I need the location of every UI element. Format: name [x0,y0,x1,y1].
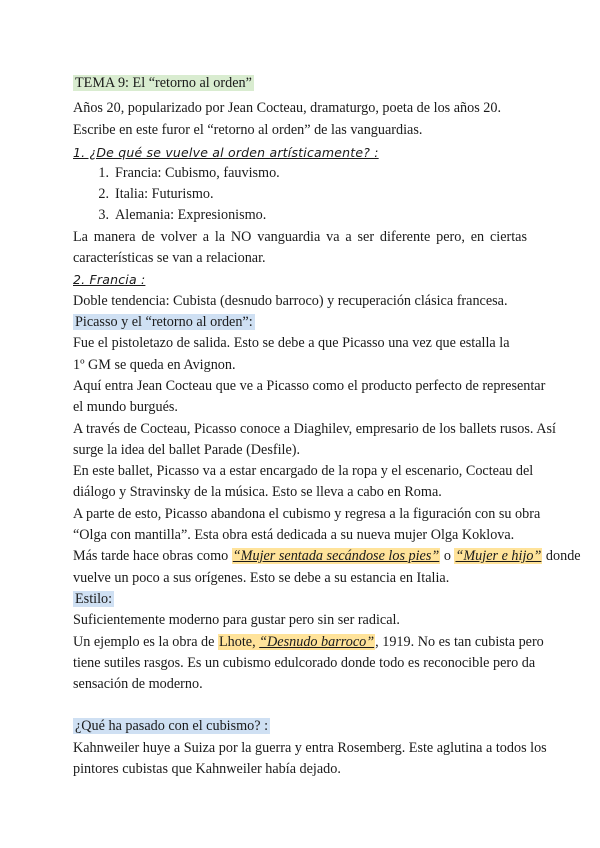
section-2-line-1: Doble tendencia: Cubista (desnudo barroco) y recuperación clásica francesa. [73,293,508,309]
list-item [87,185,214,204]
body-line: En este ballet, Picasso va a estar encargado de la ropa y el escenario, Cocteau del [73,463,534,479]
cubismo-line-1: Kahnweiler huye a Suiza por la guerra y entra Rosemberg. Este aglutina a todos los [73,740,547,756]
estilo-line-4: sensación de moderno. [73,676,203,692]
body-line: 1º GM se queda en Avignon. [73,357,236,373]
body-line: Aquí entra Jean Cocteau que ve a Picasso como el producto perfecto de representar [73,378,546,394]
page-title [73,74,254,93]
work-title-2: “Mujer e hijo” [455,548,542,564]
list-text: Italia: Futurismo. [115,186,214,202]
intro-line-1: Años 20, popularizado por Jean Cocteau, dramaturgo, poeta de los años 20. [73,100,502,116]
later-works-line-2: vuelve un poco a sus orígenes. Esto se debe a su estancia en Italia. [73,570,450,586]
work-title-1: “Mujer sentada secándose los pies” [232,548,440,564]
body-line: A través de Cocteau, Picasso conoce a Diaghilev, empresario de los ballets rusos. Así [73,421,556,437]
list-number: 1. [98,165,109,181]
estilo-line-1: Suficientemente moderno para gustar pero sin ser radical. [73,612,400,628]
estilo-line-3: tiene sutiles rasgos. Es un cubismo edulcorado donde todo es reconocible pero da [73,655,536,671]
picasso-subheading [73,313,255,332]
later-mid: o [440,548,455,564]
subheading-highlight: Picasso y el “retorno al orden”: [75,314,253,330]
example-work: “Desnudo barroco” [259,634,375,650]
example-author: Lhote, [218,634,260,650]
estilo-example-line [73,633,544,652]
estilo-heading [73,590,114,609]
list-item [87,206,266,225]
example-highlight [218,634,375,650]
title-highlight: TEMA 9: El “retorno al orden” [75,75,252,91]
body-line: “Olga con mantilla”. Esta obra está dedicada a su nueva mujer Olga Koklova. [73,527,515,543]
body-line: diálogo y Stravinsky de la música. Esto se lleva a cabo en Roma. [73,484,442,500]
section-2-heading: 2. Francia : [73,272,146,287]
later-suffix: donde [542,548,581,564]
list-number: 3. [98,207,109,223]
body-line: el mundo burgués. [73,399,178,415]
example-suffix: , 1919. No es tan cubista pero [375,634,544,650]
list-number: 2. [98,186,109,202]
cubismo-heading [73,717,270,736]
body-line: A parte de esto, Picasso abandona el cubismo y regresa a la figuración con su obra [73,506,541,522]
list-text: Alemania: Expresionismo. [115,207,267,223]
example-prefix: Un ejemplo es la obra de [73,634,218,650]
intro-line-2: Escribe en este furor el “retorno al orden” de las vanguardias. [73,122,423,138]
section-1-paragraph-line-1: La manera de volver a la NO vanguardia va a ser diferente pero, en ciertas [73,229,527,245]
cubismo-highlight: ¿Qué ha pasado con el cubismo? : [75,718,269,734]
body-line: surge la idea del ballet Parade (Desfile). [73,442,301,458]
section-1-paragraph-line-2: características se van a relacionar. [73,250,266,266]
estilo-highlight: Estilo: [75,591,113,607]
body-line: Fue el pistoletazo de salida. Esto se debe a que Picasso una vez que estalla la [73,335,510,351]
section-1-heading: 1. ¿De qué se vuelve al orden artísticamente? : [73,145,379,160]
cubismo-line-2: pintores cubistas que Kahnweiler había dejado. [73,761,341,777]
list-item [87,164,280,183]
later-works-line [73,547,581,566]
list-text: Francia: Cubismo, fauvismo. [115,165,280,181]
later-prefix: Más tarde hace obras como [73,548,232,564]
